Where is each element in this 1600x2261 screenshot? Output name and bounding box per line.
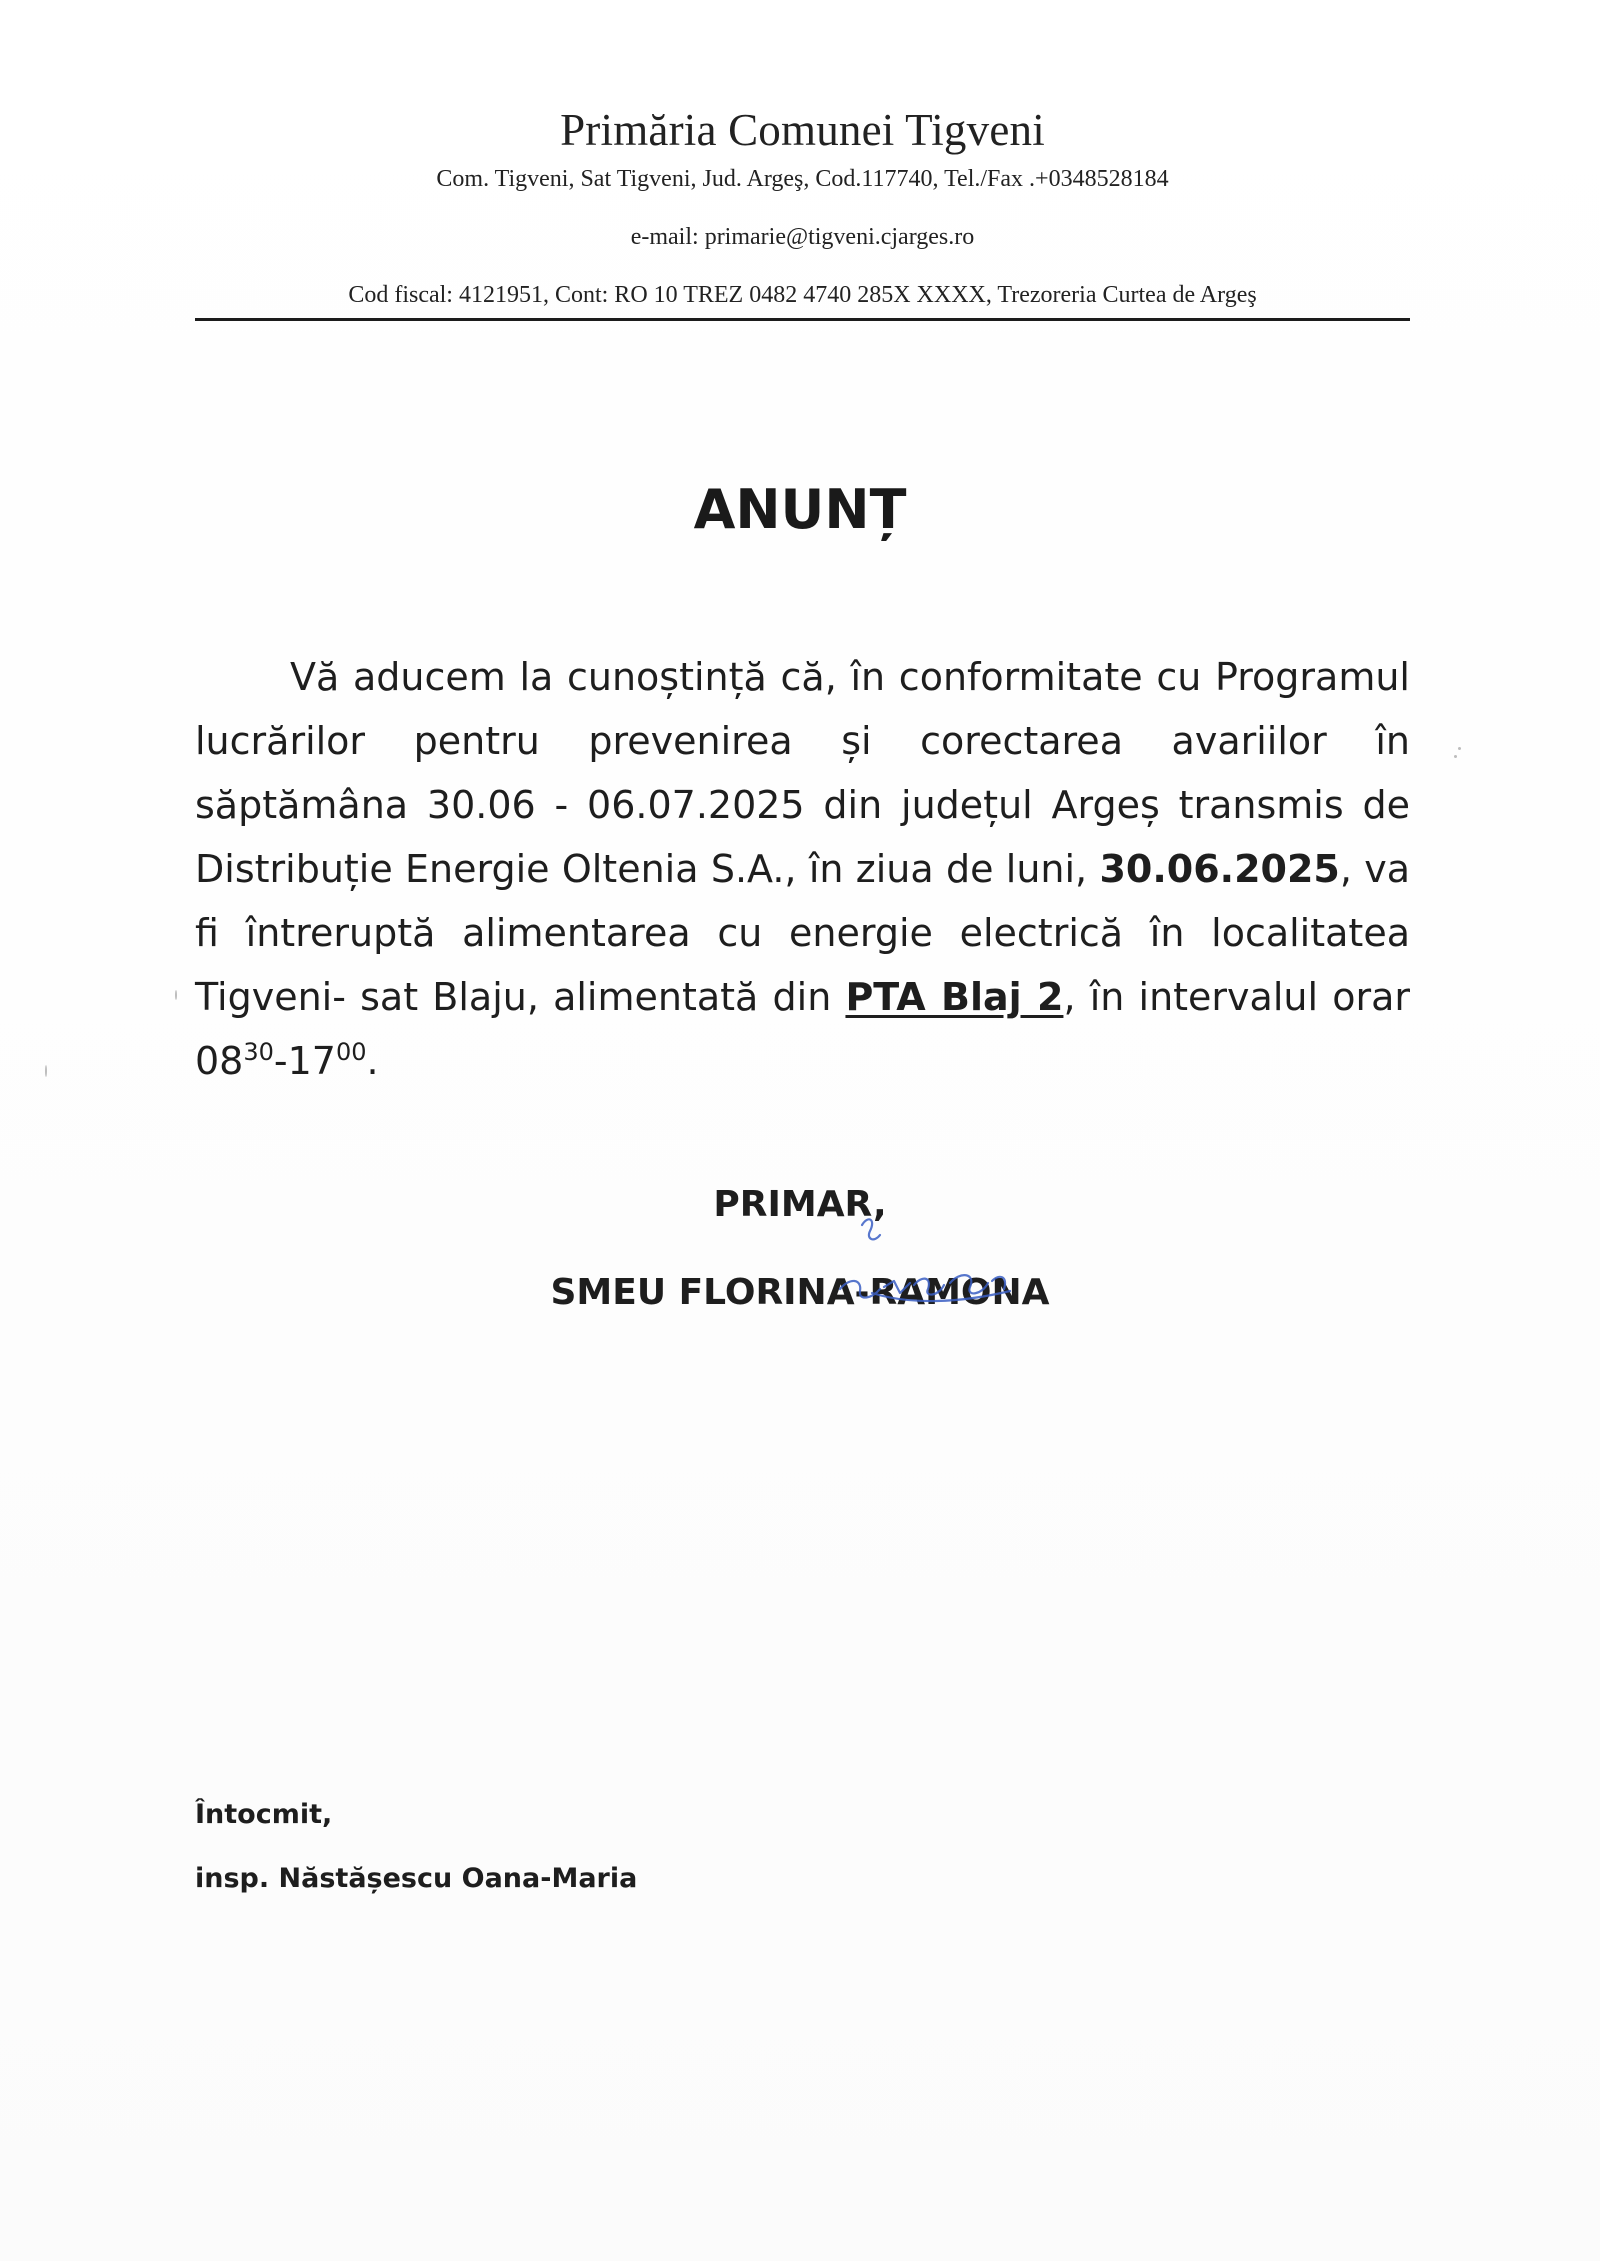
interval-end-hour: 17	[287, 1039, 336, 1083]
interval-end-punctuation: .	[366, 1039, 379, 1083]
interval-start-hour: 08	[195, 1039, 244, 1083]
scan-speck	[1454, 755, 1457, 758]
handwritten-signature	[810, 1185, 1090, 1325]
document-title: ANUNȚ	[693, 478, 907, 541]
signatory-role: PRIMAR,	[713, 1184, 887, 1225]
outage-date: 30.06.2025	[1099, 847, 1340, 891]
scan-speck	[175, 990, 177, 1000]
institution-email: e-mail: primarie@tigveni.cjarges.ro	[630, 224, 975, 250]
institution-name: Primăria Comunei Tigveni	[560, 105, 1045, 155]
transformer-station: PTA Blaj 2	[845, 975, 1064, 1019]
prepared-by-block	[195, 1795, 637, 1899]
interval-start-minutes: 30	[243, 1038, 274, 1066]
scan-speck	[1458, 747, 1461, 750]
letterhead	[195, 100, 1410, 321]
signature-block	[0, 1175, 1600, 1323]
interval-end-minutes: 00	[335, 1038, 367, 1066]
letterhead-divider	[195, 318, 1410, 321]
institution-fiscal-info: Cod fiscal: 4121951, Cont: RO 10 TREZ 0482 4740 285X XXXX, Trezoreria Curtea de Argeş	[348, 282, 1257, 308]
body-text-part-2: , va fi întreruptă alimentarea cu energie electrică în localitatea Tigveni- sat Blaju, alimentată din	[195, 847, 1411, 1019]
prepared-by-name: insp. Năstășescu Oana-Maria	[195, 1863, 638, 1894]
interval-separator: -	[273, 1039, 288, 1083]
body-text-part-3: , în intervalul orar	[1063, 975, 1410, 1019]
institution-address: Com. Tigveni, Sat Tigveni, Jud. Argeş, Cod.117740, Tel./Fax .+0348528184	[436, 166, 1169, 192]
body-text-part-1: Vă aducem la cunoștință că, în conformitate cu Programul lucrărilor pentru prevenirea și corectarea avariilor în săptămâna 30.06 - 06.07.2025 din județul Argeș transmis de Distribuție Energie Oltenia S.A., în ziua de luni,	[195, 655, 1410, 891]
announcement-body	[195, 645, 1410, 1093]
signatory-name: SMEU FLORINA-RAMONA	[550, 1272, 1050, 1313]
scan-speck	[45, 1065, 47, 1077]
prepared-by-label: Întocmit,	[195, 1799, 333, 1830]
